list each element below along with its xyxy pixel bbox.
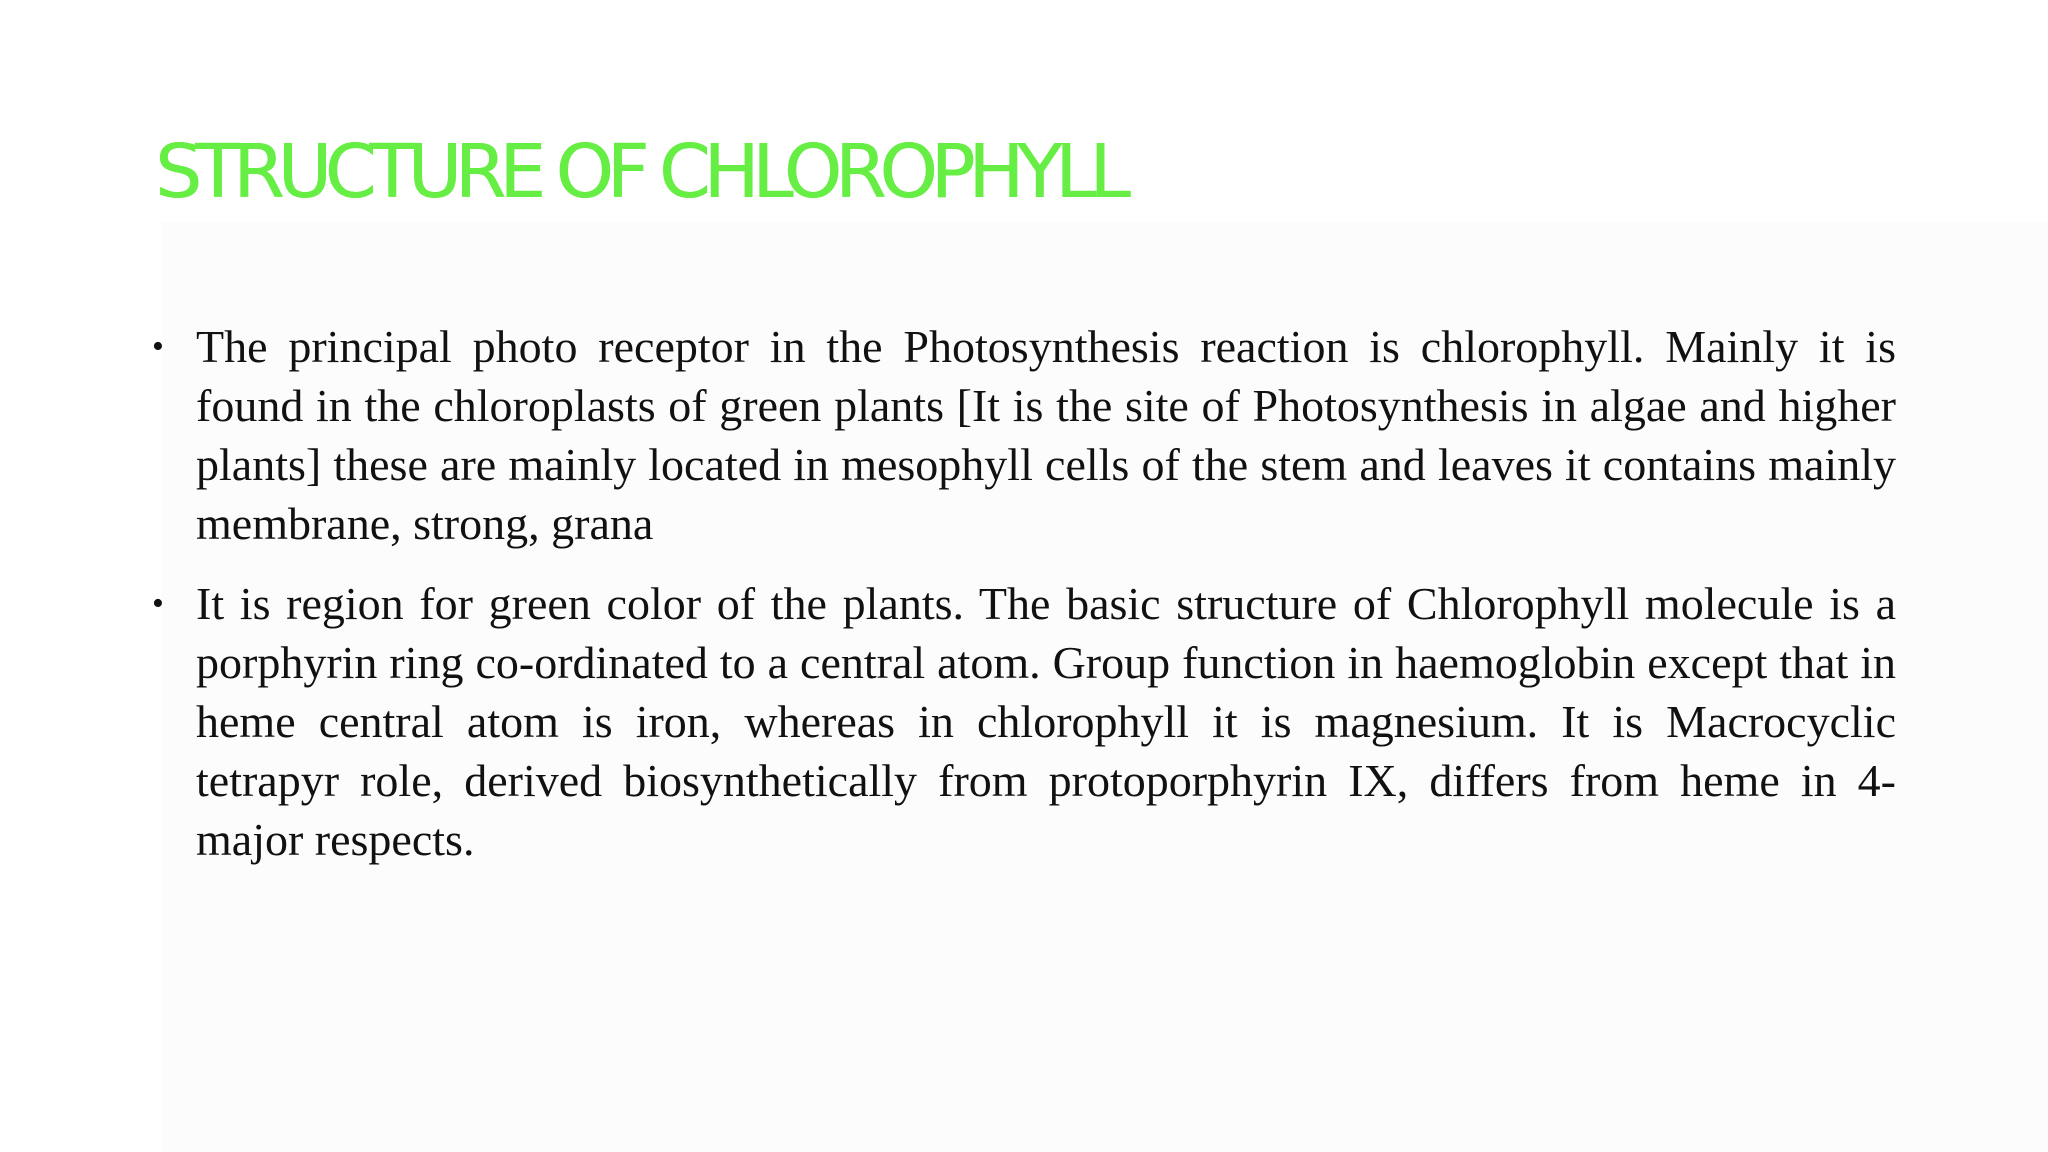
bullet-point-icon: •: [152, 328, 164, 365]
bullet-list: [152, 317, 1896, 869]
bullet-item: [152, 317, 1896, 553]
slide-title: STRUCTURE OF CHLOROPHYLL: [155, 129, 1124, 215]
bullet-text: It is region for green color of the plants. The basic structure of Chlorophyll molecule is a porphyrin ring co-ordinated to a central atom. Group function in haemoglobin except that in heme central atom is iron, whereas in chlorophyll it is magnesium. It is Macrocyclic tetrapyr role, derived biosynthetically from protoporphyrin IX, differs from heme in 4-major respects.: [196, 578, 1896, 865]
bullet-point-icon: •: [152, 585, 164, 622]
bullet-item: [152, 574, 1896, 869]
bullet-text: The principal photo receptor in the Photosynthesis reaction is chlorophyll. Mainly it is found in the chloroplasts of green plants [It is the site of Photosynthesis in algae and higher plants] these are mainly located in mesophyll cells of the stem and leaves it contains mainly membrane, strong, grana: [196, 321, 1896, 549]
